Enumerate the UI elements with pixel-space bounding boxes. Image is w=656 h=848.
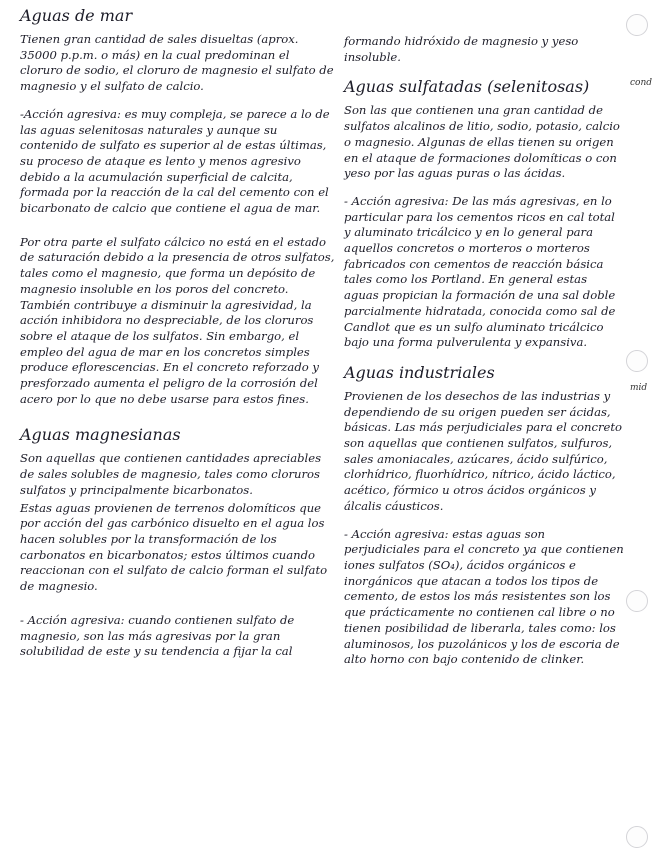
binder-hole-icon [626, 350, 648, 372]
paragraph-magnesianas-accion: - Acción agresiva: cuando contienen sulfato de magnesio, son las más agresivas por la gran solubilidad de este y su tendencia a fijar la cal [20, 612, 295, 659]
heading-aguas-de-mar: Aguas de mar [20, 6, 133, 25]
paragraph-sulfatadas-accion: - Acción agresiva: De las más agresivas, en lo particular para los cementos ricos en cal total y aluminato tricálcico y en lo general para aquellos concretos o morteros o morteros fabricados con cementos de reacción básica tales como los Portland. En general estas aguas propician la formación de una sal doble parcialmente hidratada, conocida como sal de Candlot que es un sulfo aluminato tricálcico bajo una forma pulverulenta y expansiva. [344, 193, 616, 350]
paragraph-industriales-intro: Provienen de los desechos de las industrias y dependiendo de su origen pueden ser ácidas, básicas. Las más perjudiciales para el concreto son aquellas que contienen sulfatos, sulfuros, sales amoniacales, azúcares, ácido sulfúrico, clorhídrico, fluorhídrico, nítrico, ácido láctico, acético, fórmico u otros ácidos orgánicos y álcalis cáusticos. [344, 388, 623, 513]
paragraph-magnesianas-origen: Estas aguas provienen de terrenos dolomíticos que por acción del gas carbónico disuelto en el agua los hacen solubles por la transformación de los carbonatos en bicarbonatos; estos últimos cuando reaccionan con el sulfato de calcio forman el sulfato de magnesio. [20, 500, 328, 594]
paragraph-mar-intro: Tienen gran cantidad de sales disueltas (aprox. 35000 p.p.m. o más) en la cual predominan el cloruro de sodio, el cloruro de magnesio el sulfato de magnesio y el sulfato de calcio. [20, 32, 334, 94]
paragraph-industriales-accion: - Acción agresiva: estas aguas son perjudiciales para el concreto ya que contienen iones sulfatos (SO₄), ácidos orgánicos e inorgánicos que atacan a todos los tipos de cemento, de estos los más resistentes son los que prácticamente no contienen cal libre o no tienen posibilidad de liberarla, tales como: los aluminosos, los puzolánicos y los de escoria de alto horno con bajo contenido de clinker. [344, 526, 624, 667]
heading-aguas-magnesianas: Aguas magnesianas [20, 425, 181, 445]
paragraph-magnesianas-intro: Son aquellas que contienen cantidades apreciables de sales solubles de magnesio, tales como cloruros sulfatos y principalmente bicarbonatos. [20, 451, 322, 497]
binder-hole-icon [626, 14, 648, 36]
margin-note-top: cond [630, 78, 653, 88]
right-column [344, 34, 624, 680]
margin-note-mid: mid [630, 383, 648, 393]
left-column [20, 6, 335, 672]
paragraph-magnesianas-cont: formando hidróxido de magnesio y yeso insoluble. [344, 34, 579, 64]
paragraph-mar-accion: -Acción agresiva: es muy compleja, se parece a lo de las aguas selenitosas naturales y aunque su contenido de sulfato es superior al de estas últimas, su proceso de ataque es lento y menos agresivo debido a la acumulación superficial de calcita, formada por la reacción de la cal del cemento con el bicarbonato de calcio que contiene el agua de mar. [20, 106, 330, 216]
binder-hole-icon [626, 590, 648, 612]
paragraph-sulfatadas-intro: Son las que contienen una gran cantidad de sulfatos alcalinos de litio, sodio, potasio, calcio o magnesio. Algunas de ellas tienen su origen en el ataque de formaciones dolomíticas o con yeso por las aguas puras o las ácidas. [344, 103, 620, 181]
binder-hole-icon [626, 826, 648, 848]
heading-aguas-sulfatadas: Aguas sulfatadas (selenitosas) [344, 77, 590, 97]
paragraph-mar-sulfato: Por otra parte el sulfato cálcico no está en el estado de saturación debido a la presencia de otros sulfatos, tales como el magnesio, que forma un depósito de magnesio insoluble en los poros del concreto. También contribuye a disminuir la agresividad, la acción inhibidora no despreciable, de los cloruros sobre el ataque de los sulfatos. Sin embargo, el empleo del agua de mar en los concretos simples produce eflorescencias. En el concreto reforzado y presforzado aumenta el peligro de la corrosión del acero por lo que no debe usarse para estos fines. [20, 234, 335, 406]
heading-aguas-industriales: Aguas industriales [344, 362, 495, 382]
